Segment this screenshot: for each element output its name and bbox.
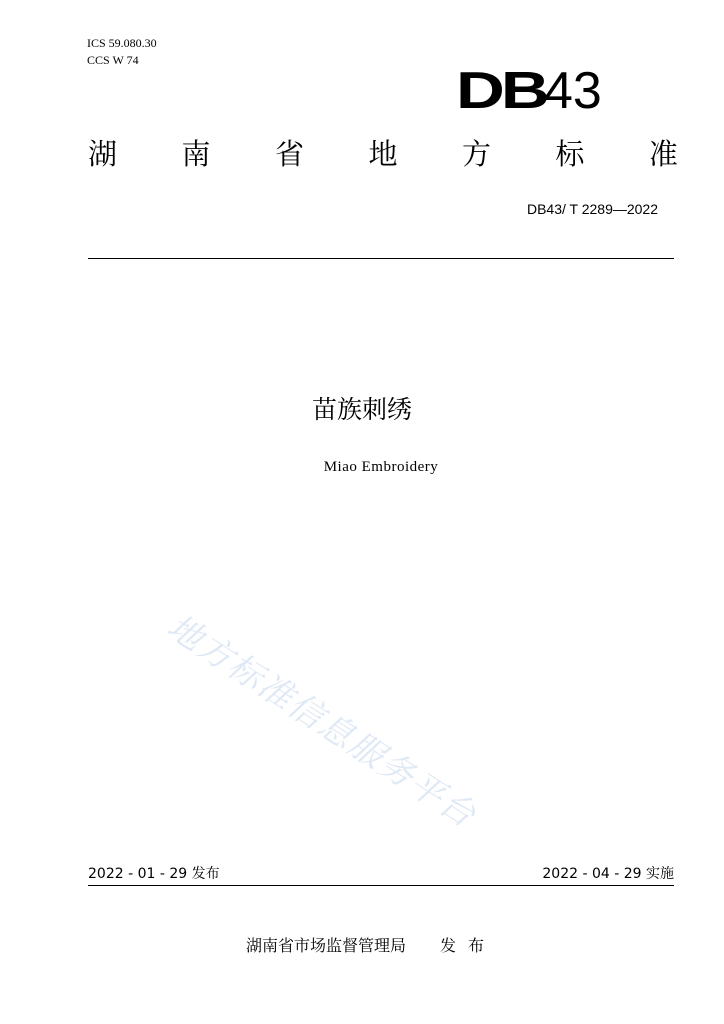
classification-codes: [87, 35, 157, 69]
standard-title-char: 湖: [88, 137, 118, 171]
standard-title-char: 南: [181, 137, 211, 171]
standard-title-char: 地: [368, 137, 398, 171]
document-title: 苗族刺绣: [311, 395, 412, 424]
watermark: 地方标准信息服务平台: [159, 606, 484, 837]
issue-date: 2022 - 01 - 29 发布: [88, 866, 220, 882]
standard-title-char: 方: [461, 137, 491, 171]
implementation-date: 2022 - 04 - 29 实施: [542, 866, 674, 882]
publisher-line: [246, 936, 496, 956]
bottom-divider: [88, 885, 674, 886]
db-logo-letters: DB: [456, 62, 546, 120]
ics-code: ICS 59.080.30: [87, 36, 157, 50]
ccs-code: CCS W 74: [87, 53, 139, 67]
db-logo: [456, 62, 626, 120]
publisher-name: 湖南省市场监督管理局: [246, 936, 407, 955]
standard-title-char: 省: [274, 137, 304, 171]
standard-title-char: 标: [555, 137, 585, 171]
standard-number: DB43/ T 2289—2022: [526, 201, 658, 217]
standard-type-title: [88, 136, 678, 172]
db-logo-number: 43: [544, 62, 602, 120]
top-divider: [88, 258, 674, 259]
document-subtitle: Miao Embroidery: [323, 459, 439, 475]
standard-title-char: 准: [648, 137, 678, 171]
publisher-action: 发布: [440, 936, 497, 955]
